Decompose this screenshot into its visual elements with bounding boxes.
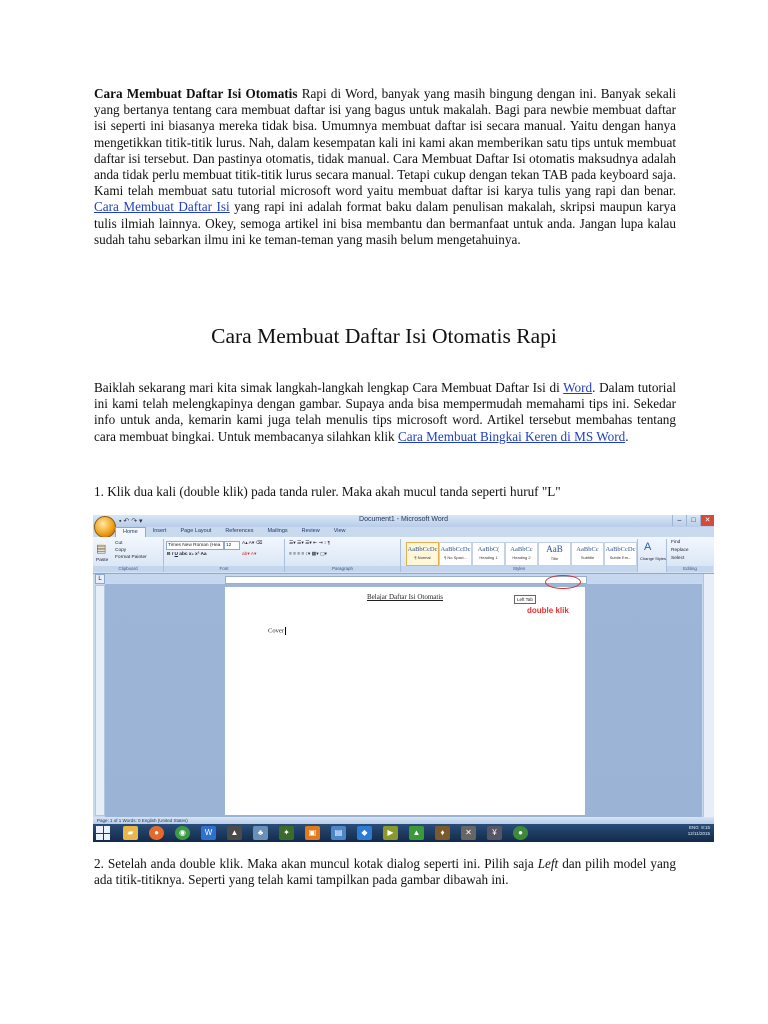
- window-controls: [672, 515, 714, 526]
- left-tab-tooltip: Left Tab: [514, 595, 536, 604]
- file-explorer-icon: ▰: [123, 826, 138, 840]
- status-bar: [93, 817, 714, 824]
- link-cara-membuat-daftar-isi[interactable]: Cara Membuat Daftar Isi: [94, 199, 230, 215]
- app-icon-10: ✕: [461, 826, 476, 840]
- intro-text-2: yang rapi ini adalah format baku dalam penulisan makalah, skripsi maupun karya tulis ilmiah lainnya. Okey, semoga artikel ini bisa membantu dan bermanfaat untuk anda. Jangan lupa kalau sudah tahu sebarkan ilmu ini ke teman-teman yang masih belum mengetahuinya.: [94, 199, 676, 247]
- group-label-clipboard: Clipboard: [93, 566, 163, 572]
- quick-access-toolbar: ▪ ↶ ↷ ▾: [119, 518, 143, 525]
- list-icons: ☰▾ ☰▾ ☰▾ ⇤ ⇥ ↕ ¶: [289, 541, 331, 546]
- tray-date: 12/11/2015: [687, 831, 710, 836]
- group-label-editing: Editing: [667, 566, 713, 572]
- style-heading-1: AaBbC( Heading 1: [472, 542, 505, 566]
- app-icon-1: ▲: [227, 826, 242, 840]
- tray-time: 8:15: [701, 825, 710, 830]
- change-styles-group: [638, 539, 667, 572]
- group-clipboard: [93, 539, 164, 572]
- copy-label: Copy: [115, 548, 127, 553]
- align-icons: ≡ ≡ ≡ ≡ ↕▾ ▦▾ ▢▾: [289, 552, 327, 557]
- style-subtitle: AaBbCc Subtitle: [571, 542, 604, 566]
- link-word[interactable]: Word: [563, 380, 593, 395]
- tab-view: View: [333, 528, 346, 534]
- para2-text-2: . Dalam tutorial ini kami telah melengkapinya dengan gambar. Supaya anda bisa mempermudah memahami tips ini. Sekedar info untuk anda, kemarin kami juga telah menulis tips microsoft word. Artikel tersebut membahas tentang cara membuat bingkai. Untuk membacanya silahkan klik: [94, 380, 676, 444]
- office-button-icon: [94, 516, 116, 538]
- system-tray: [688, 825, 710, 837]
- app-icon-4: ▣: [305, 826, 320, 840]
- chrome-icon: ◉: [175, 826, 190, 840]
- app-icon-8: ▲: [409, 826, 424, 840]
- font-name-box: Times New Roman (Hea: [166, 541, 224, 550]
- group-paragraph: [285, 539, 401, 572]
- step-2-text: [94, 856, 676, 888]
- horizontal-ruler: [93, 574, 714, 583]
- app-icon-3: ✦: [279, 826, 294, 840]
- app-icon-6: ◆: [357, 826, 372, 840]
- vertical-ruler: [95, 585, 105, 816]
- group-styles: [401, 539, 638, 572]
- status-text: Page: 1 of 1 Words: 0 English (United States): [97, 818, 188, 823]
- intro-text-1: Rapi di Word, banyak yang masih bingung dengan ini. Banyak sekali yang bertanya tentang cara membuat daftar isi yang bagus untuk makalah. Bagi para newbie membuat daftar isi seperti ini biasanya mereka tidak bisa. Umumnya membuat daftar isi secara manual. Yaitu dengan hanya mengetikkan titik-titik lurus. Nah, dalam kesempatan kali ini kami akan memberikan satu tips untuk membuat daftar isi tersebut. Dan pastinya otomatis, tidak manual. Cara Membuat Daftar Isi otomatis maksudnya adalah anda tidak perlu membuat titik-titik lurus secara manual. Tetapi cukup dengan tekan TAB pada keyboard saja. Kami telah membuat satu tutorial microsoft word yaitu membuat daftar isi karya tulis yang rapi dan benar.: [94, 86, 676, 199]
- style-normal: AaBbCcDc ¶ Normal: [406, 542, 439, 566]
- font-size-box: 12: [224, 541, 240, 550]
- change-styles-label: Change Styles: [640, 556, 667, 561]
- style-subtle-emphasis: AaBbCcDc Subtle Em...: [604, 542, 637, 566]
- tab-home: Home: [115, 527, 146, 537]
- document-page: [225, 587, 585, 815]
- para2-text-3: .: [625, 428, 629, 444]
- style-title: AaB Title: [538, 542, 571, 566]
- tab-mailings: Mailings: [267, 528, 288, 534]
- double-klik-annotation: double klik: [527, 606, 569, 615]
- group-label-font: Font: [164, 566, 284, 572]
- style-no-spacing: AaBbCcDc ¶ No Spaci...: [439, 542, 472, 566]
- article-heading: Cara Membuat Daftar Isi Otomatis Rapi: [211, 324, 557, 348]
- step2-text-1: 2. Setelah anda double klik. Maka akan muncul kotak dialog seperti ini. Pilih saja: [94, 856, 538, 871]
- font-color-icons: ab▾ A▾: [242, 552, 257, 557]
- app-icon-2: ♣: [253, 826, 268, 840]
- group-label-styles: Styles: [401, 566, 637, 572]
- page-heading: Belajar Daftar Isi Otomatis: [366, 593, 443, 601]
- ribbon-tabs: [115, 527, 353, 537]
- minimize-icon: –: [672, 515, 686, 526]
- step2-text-2: dan pilih model yang ada titik-titiknya. Seperti yang telah kami tampilkan pada gambar dibawah ini.: [94, 856, 676, 888]
- tab-references: References: [225, 528, 254, 534]
- intro-paragraph: [94, 86, 676, 248]
- ribbon: [93, 537, 714, 574]
- grow-shrink-icons: A▴ A▾ ⌫: [242, 541, 263, 546]
- app-icon-9: ♦: [435, 826, 450, 840]
- app-icon-7: ▶: [383, 826, 398, 840]
- cut-label: Cut: [115, 541, 123, 546]
- word-window-title: Document1 - Microsoft Word: [359, 516, 448, 523]
- group-editing: [667, 539, 713, 572]
- paste-label: Paste: [96, 558, 109, 563]
- vertical-scrollbar: [703, 574, 714, 817]
- format-icons: B I U abc x₂ x² Aa: [167, 552, 207, 557]
- firefox-icon: ●: [149, 826, 164, 840]
- format-painter-label: Format Painter: [115, 555, 147, 560]
- group-label-paragraph: Paragraph: [285, 566, 400, 572]
- app-icon-11: ¥: [487, 826, 502, 840]
- maximize-icon: □: [686, 515, 700, 526]
- app-icon-12: ●: [513, 826, 528, 840]
- windows-start-icon: [96, 826, 110, 840]
- change-styles-icon: A: [644, 541, 652, 553]
- tab-insert: Insert: [152, 528, 167, 534]
- page-cover-text: Cover: [268, 627, 284, 635]
- paste-icon: ▤: [96, 543, 107, 555]
- group-font: [164, 539, 285, 572]
- highlight-ellipse: [545, 575, 581, 589]
- windows-taskbar: [93, 824, 714, 842]
- find-label: Find: [671, 540, 681, 545]
- select-label: Select: [671, 556, 685, 561]
- step-1-text: 1. Klik dua kali (double klik) pada tanda ruler. Maka akah mucul tanda seperti huruf "L": [94, 484, 561, 499]
- text-cursor: [285, 627, 286, 635]
- tab-selector-icon: L: [95, 574, 105, 584]
- link-bingkai[interactable]: Cara Membuat Bingkai Keren di MS Word: [397, 428, 626, 444]
- app-icon-5: ▤: [331, 826, 346, 840]
- replace-label: Replace: [671, 548, 689, 553]
- word-screenshot: [93, 515, 714, 842]
- intro-bold-lead: Cara Membuat Daftar Isi Otomatis: [94, 86, 298, 101]
- style-heading-2: AaBbCc Heading 2: [505, 542, 538, 566]
- close-icon: ✕: [700, 515, 714, 526]
- tray-language: ENG: [688, 825, 699, 830]
- step2-italic-left: Left: [537, 856, 559, 871]
- tab-review: Review: [301, 528, 320, 534]
- para2-text-1: Baiklah sekarang mari kita simak langkah-langkah lengkap Cara Membuat Daftar Isi di: [94, 380, 564, 395]
- tutorial-intro-paragraph: [94, 380, 676, 445]
- word-taskbar-icon: W: [201, 826, 216, 840]
- word-titlebar: [93, 515, 714, 527]
- tab-page-layout: Page Layout: [180, 528, 212, 534]
